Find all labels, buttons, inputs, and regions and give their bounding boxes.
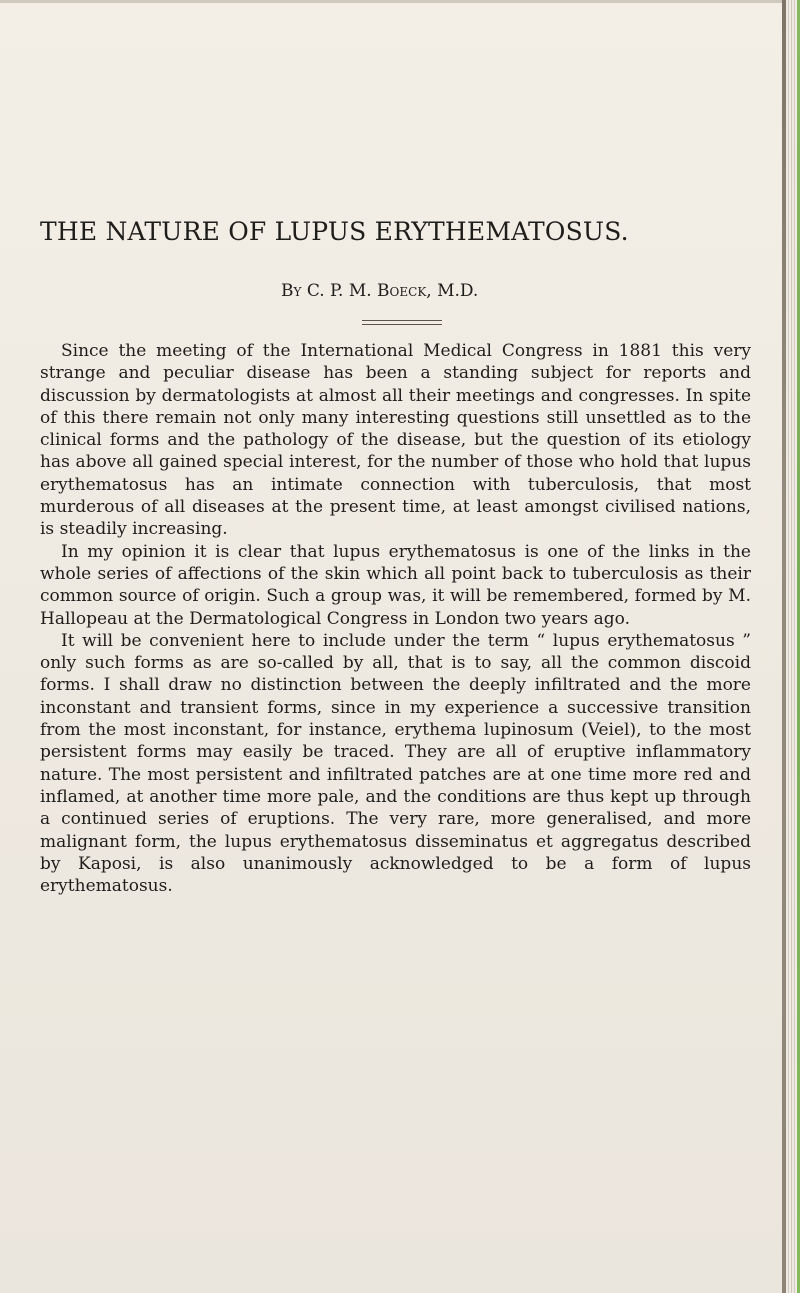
title-divider-rule — [362, 320, 442, 321]
book-spine-edge — [782, 0, 800, 1293]
article-body — [40, 340, 751, 897]
author-byline: By C. P. M. Boeck, M.D. — [281, 281, 479, 301]
paragraph: It will be convenient here to include under the term “ lupus erythematosus ” only such forms as are so-called by all, that is to say, all the common discoid forms. I shall draw no distinction between the deeply infiltrated and the more inconstant and transient forms, since in my experience a successive transition from the most inconstant, for instance, erythema lupinosum (Veiel), to the most persistent forms may easily be traced. They are all of eruptive inflammatory nature. The most persistent and infiltrated patches are at one time more red and inflamed, at another time more pale, and the conditions are thus kept up through a continued series of eruptions. The very rare, more generalised, and more malignant form, the lupus erythematosus disseminatus et aggregatus described by Kaposi, is also unanimously acknowledged to be a form of lupus erythematosus. — [40, 630, 751, 897]
page-top-edge — [0, 0, 792, 3]
paragraph: In my opinion it is clear that lupus erythematosus is one of the links in the whole series of affections of the skin which all point back to tuberculosis as their common source of origin. Such a group was, it will be remembered, formed by M. Hallopeau at the Dermatological Congress in London two years ago. — [40, 541, 751, 629]
title-divider-rule-lower — [362, 324, 442, 325]
article-title: THE NATURE OF LUPUS ERYTHEMATOSUS. — [40, 217, 629, 246]
paragraph: Since the meeting of the International Medical Congress in 1881 this very strange and peculiar disease has been a standing subject for reports and discussion by dermatologists at almost all their meetings and congresses. In spite of this there remain not only many interesting questions still unsettled as to the clinical forms and the pathology of the disease, but the question of its etiology has above all gained special interest, for the number of those who hold that lupus erythematosus has an intimate connection with tuberculosis, that most murderous of all diseases at the present time, at least amongst civilised nations, is steadily increasing. — [40, 341, 751, 540]
